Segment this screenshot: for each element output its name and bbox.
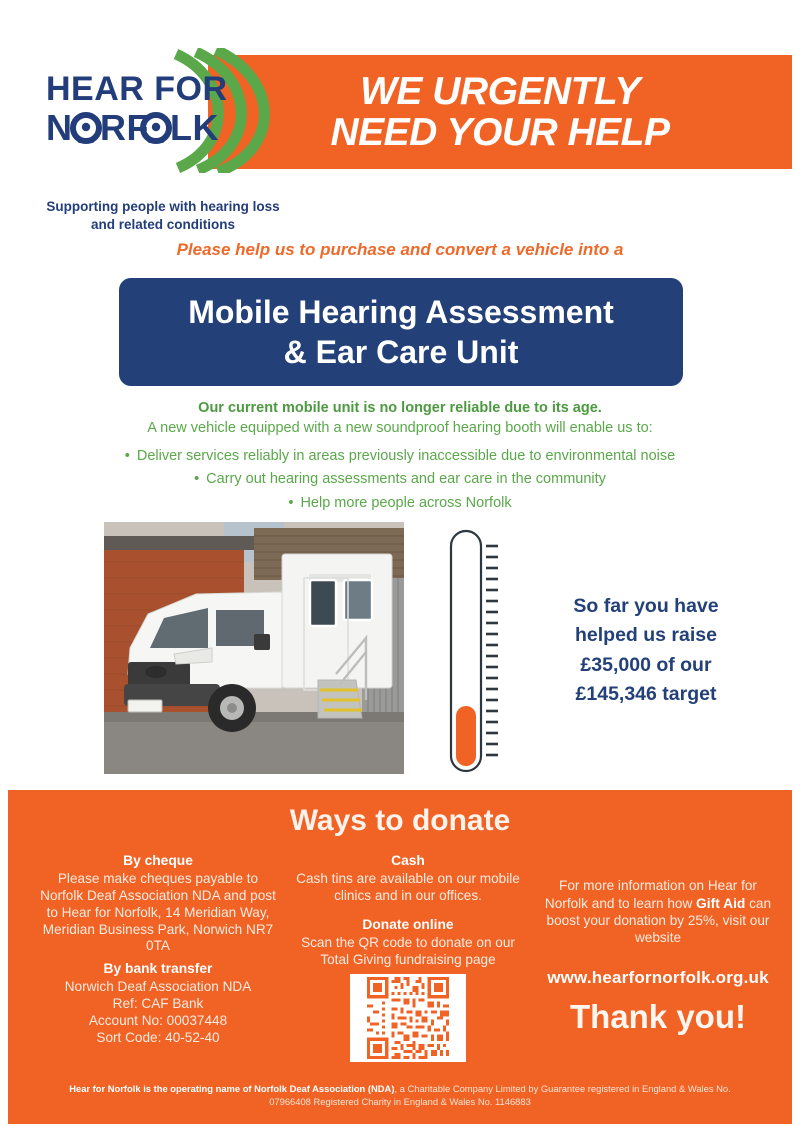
bank-account-name: Norwich Deaf Association NDA — [64, 979, 252, 995]
green-subheadline: A new vehicle equipped with a new soundproof hearing booth will enable us to: — [147, 420, 653, 436]
bullet-dot-icon: • — [124, 448, 130, 464]
info-part-2: can boost your donation by 25%, visit our website — [546, 895, 772, 945]
please-help-line: Please help us to purchase and convert a vehicle into a — [176, 240, 624, 259]
bank-reference: Ref: CAF Bank — [112, 995, 204, 1011]
svg-text:N: N — [46, 107, 73, 148]
info-part-1: For more information on Hear for Norfolk and to learn how — [544, 878, 757, 911]
donate-method-cash-and-online — [288, 852, 528, 969]
svg-text:LK: LK — [170, 107, 219, 148]
thank-you-text: Thank you! — [569, 998, 746, 1035]
green-headline: Our current mobile unit is no longer reliable due to its age. — [198, 400, 602, 416]
headline-line-2: & Ear Care Unit — [283, 334, 519, 370]
spacer — [288, 905, 528, 916]
svg-text:HEAR FOR: HEAR FOR — [46, 70, 228, 108]
banner-line-1: WE URGENTLY — [360, 69, 640, 113]
bullet-dot-icon: • — [288, 494, 294, 511]
cash-body: Cash tins are available on our mobile clinics and in our offices. — [296, 871, 520, 903]
headline-box — [119, 278, 683, 386]
ways-to-donate-section — [8, 790, 792, 1124]
online-heading: Donate online — [362, 916, 454, 932]
thermometer-icon — [448, 528, 510, 774]
tagline-line-1: Supporting people with hearing loss — [46, 199, 280, 214]
list-item — [0, 492, 800, 515]
gift-aid-info — [536, 878, 780, 946]
list-item — [0, 468, 800, 491]
list-item — [0, 445, 800, 468]
legal-rest: , a Charitable Company Limited by Guarantee registered in England & Wales No. 07966408 Registered Charity in England & Wales No. 1146883 — [269, 1083, 731, 1108]
legal-bold: Hear for Norfolk is the operating name of Norfolk Deaf Association (NDA) — [69, 1083, 395, 1094]
donation-qr-code[interactable] — [350, 974, 466, 1062]
poster-header — [8, 8, 792, 233]
urgent-banner — [208, 55, 792, 169]
logo-svg-icon — [38, 48, 278, 173]
legal-footer — [68, 1082, 732, 1109]
website-link[interactable]: www.hearfornorfolk.org.uk — [547, 968, 769, 987]
donate-method-cheque — [38, 852, 278, 955]
hear-for-norfolk-logo — [38, 48, 278, 173]
banner-line-2: NEED YOUR HELP — [330, 111, 670, 154]
fundraising-progress-text — [528, 592, 764, 709]
bullet-dot-icon: • — [194, 471, 200, 488]
headline-line-1: Mobile Hearing Assessment — [188, 294, 614, 330]
banner-text — [208, 55, 792, 169]
progress-line-4: £145,346 target — [575, 682, 717, 705]
progress-line-1: So far you have — [573, 595, 719, 617]
gift-aid-label: Gift Aid — [696, 895, 746, 911]
online-body: Scan the QR code to donate on our Total Giving fundraising page — [301, 934, 515, 967]
bank-sort-code: Sort Code: 40-52-40 — [96, 1029, 220, 1045]
mobile-unit-photo — [104, 522, 404, 774]
cheque-body: Please make cheques payable to Norfolk Deaf Association NDA and post to Hear for Norfolk, 14 Meridian Way, Meridian Business Park, Norwich NR7 0TA — [40, 871, 276, 954]
donate-method-bank-transfer — [38, 960, 278, 1046]
bullet-text: Help more people across Norfolk — [300, 494, 512, 511]
tagline — [18, 198, 308, 234]
progress-line-2: helped us raise — [575, 624, 717, 647]
section-title: Ways to donate — [289, 804, 511, 837]
bank-heading: By bank transfer — [103, 961, 213, 976]
benefit-list — [0, 445, 800, 515]
bank-account-number: Account No: 00037448 — [88, 1012, 228, 1028]
fundraising-thermometer — [448, 528, 510, 774]
progress-line-3: £35,000 of our — [580, 653, 712, 676]
van-photo-illustration-icon — [104, 522, 404, 774]
cash-heading: Cash — [391, 853, 425, 868]
tagline-line-2: and related conditions — [90, 217, 236, 233]
qr-code-icon[interactable] — [350, 974, 466, 1062]
cheque-heading: By cheque — [123, 853, 193, 868]
svg-text:RF: RF — [100, 107, 149, 148]
bullet-text: Deliver services reliably in areas previously inaccessible due to environmental noise — [136, 448, 676, 464]
bullet-text: Carry out hearing assessments and ear care in the community — [206, 471, 606, 488]
